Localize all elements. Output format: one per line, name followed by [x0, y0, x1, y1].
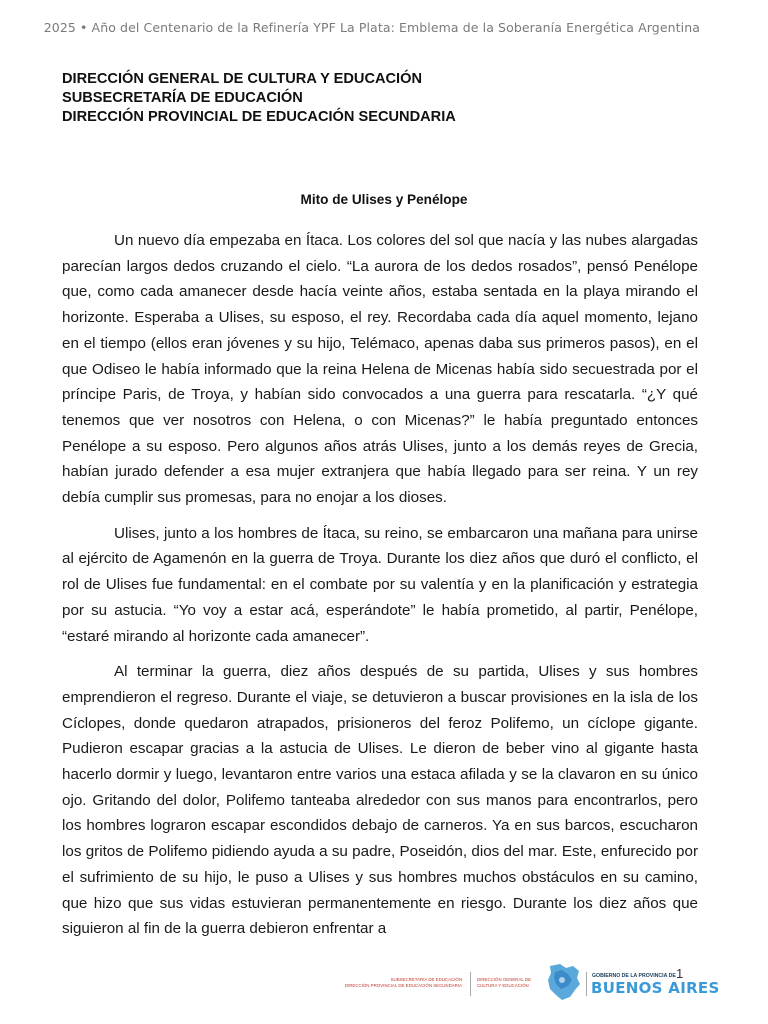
institution-line-2: SUBSECRETARÍA DE EDUCACIÓN: [62, 90, 303, 106]
footer-divider-1: [470, 972, 471, 996]
footer-subsecretaria-logo: [340, 977, 462, 989]
paragraph-2: Ulises, junto a los hombres de Ítaca, su reino, se embarcaron una mañana para unirse al ejército de Agamenón en la guerra de Troya. Durante los diez años que duró el conflicto, el rol de Ulises fue fundamental: en el combate por su valentía y en la planificación y estrategia por su astucia. “Yo voy a estar acá, esperándote” le había prometido, al partir, Penélope, “estaré mirando al horizonte cada amanecer”.: [62, 524, 698, 645]
province-map-icon: [546, 962, 582, 1002]
footer-dgcye-logo: [477, 977, 541, 989]
paragraph-3: Al terminar la guerra, diez años después de su partida, Ulises y sus hombres emprendieron el regreso. Durante el viaje, se detuvieron a buscar provisiones en la isla de los Cíclopes, donde quedaron atrapados, prisioneros del feroz Polifemo, un cíclope gigante. Pudieron escapar gracias a la astucia de Ulises. Le dieron de beber vino al gigante hasta hacerlo dormir y luego, levantaron entre varios una estaca afilada y se la clavaron en su único ojo. Gritando del dolor, Polifemo tanteaba alrededor con sus manos para encontrarlos, pero los hombres lograron escapar escondidos debajo de carneros. Ya en sus barcos, escucharon los gritos de Polifemo pidiendo ayuda a su padre, Poseidón, dios del mar. Este, enfurecido por el sufrimiento de su hijo, le puso a Ulises y sus hombres muchos obstáculos en su camino, que hizo que sus vidas estuvieran permanentemente en riesgo. Durante los diez años que siguieron al fin de la guerra debieron enfrentar a: [62, 663, 698, 938]
footer-province-name: BUENOS AIRES: [591, 979, 720, 997]
document-title: Mito de Ulises y Penélope: [300, 192, 468, 207]
header-banner: 2025 • Año del Centenario de la Refinería YPF La Plata: Emblema de la Soberanía Energética Argentina: [43, 20, 700, 35]
footer-dgcye-text-1: DIRECCIÓN GENERAL DE: [477, 977, 531, 982]
institution-line-3: DIRECCIÓN PROVINCIAL DE EDUCACIÓN SECUNDARIA: [62, 109, 456, 125]
footer-divider-2: [586, 972, 587, 996]
footer-logos: [340, 962, 720, 1006]
footer-subsecretaria-text: SUBSECRETARÍA DE EDUCACIÓN: [390, 977, 462, 982]
institution-line-1: DIRECCIÓN GENERAL DE CULTURA Y EDUCACIÓN: [62, 71, 423, 87]
paragraph-1: Un nuevo día empezaba en Ítaca. Los colores del sol que nacía y las nubes alargadas parecían largos dedos cruzando el cielo. “La aurora de los dedos rosados”, pensó Penélope que, como cada amanecer desde hacía veinte años, estaba sentada en la playa mirando el horizonte. Esperaba a Ulises, su esposo, el rey. Recordaba cada día aquel momento, lejano en el tiempo (ellos eran jóvenes y su hijo, Telémaco, apenas daba sus primeros pasos), en el que Odiseo le había informado que la reina Helena de Micenas había sido secuestrada por el príncipe Paris, de Troya, y habían sido convocados a una guerra para rescatarla. “¿Y qué tenemos que ver nosotros con Helena, o con Micenas?” le había preguntado entonces Penélope a su esposo. Pero algunos años atrás Ulises, junto a los demás reyes de Grecia, habían jurado defender a esa mujer extranjera que había llegado para ser reina. Y un rey debía cumplir sus promesas, para no enojar a los dioses.: [62, 232, 698, 507]
footer-direccion-text: DIRECCIÓN PROVINCIAL DE EDUCACIÓN SECUNDARIA: [344, 983, 462, 988]
institution-header: [62, 70, 456, 127]
page-number: 1: [676, 966, 684, 981]
document-body: [62, 228, 698, 952]
footer-gov-label: GOBIERNO DE LA PROVINCIA DE: [592, 973, 676, 979]
footer-dgcye-text-2: CULTURA Y EDUCACIÓN: [477, 983, 529, 988]
